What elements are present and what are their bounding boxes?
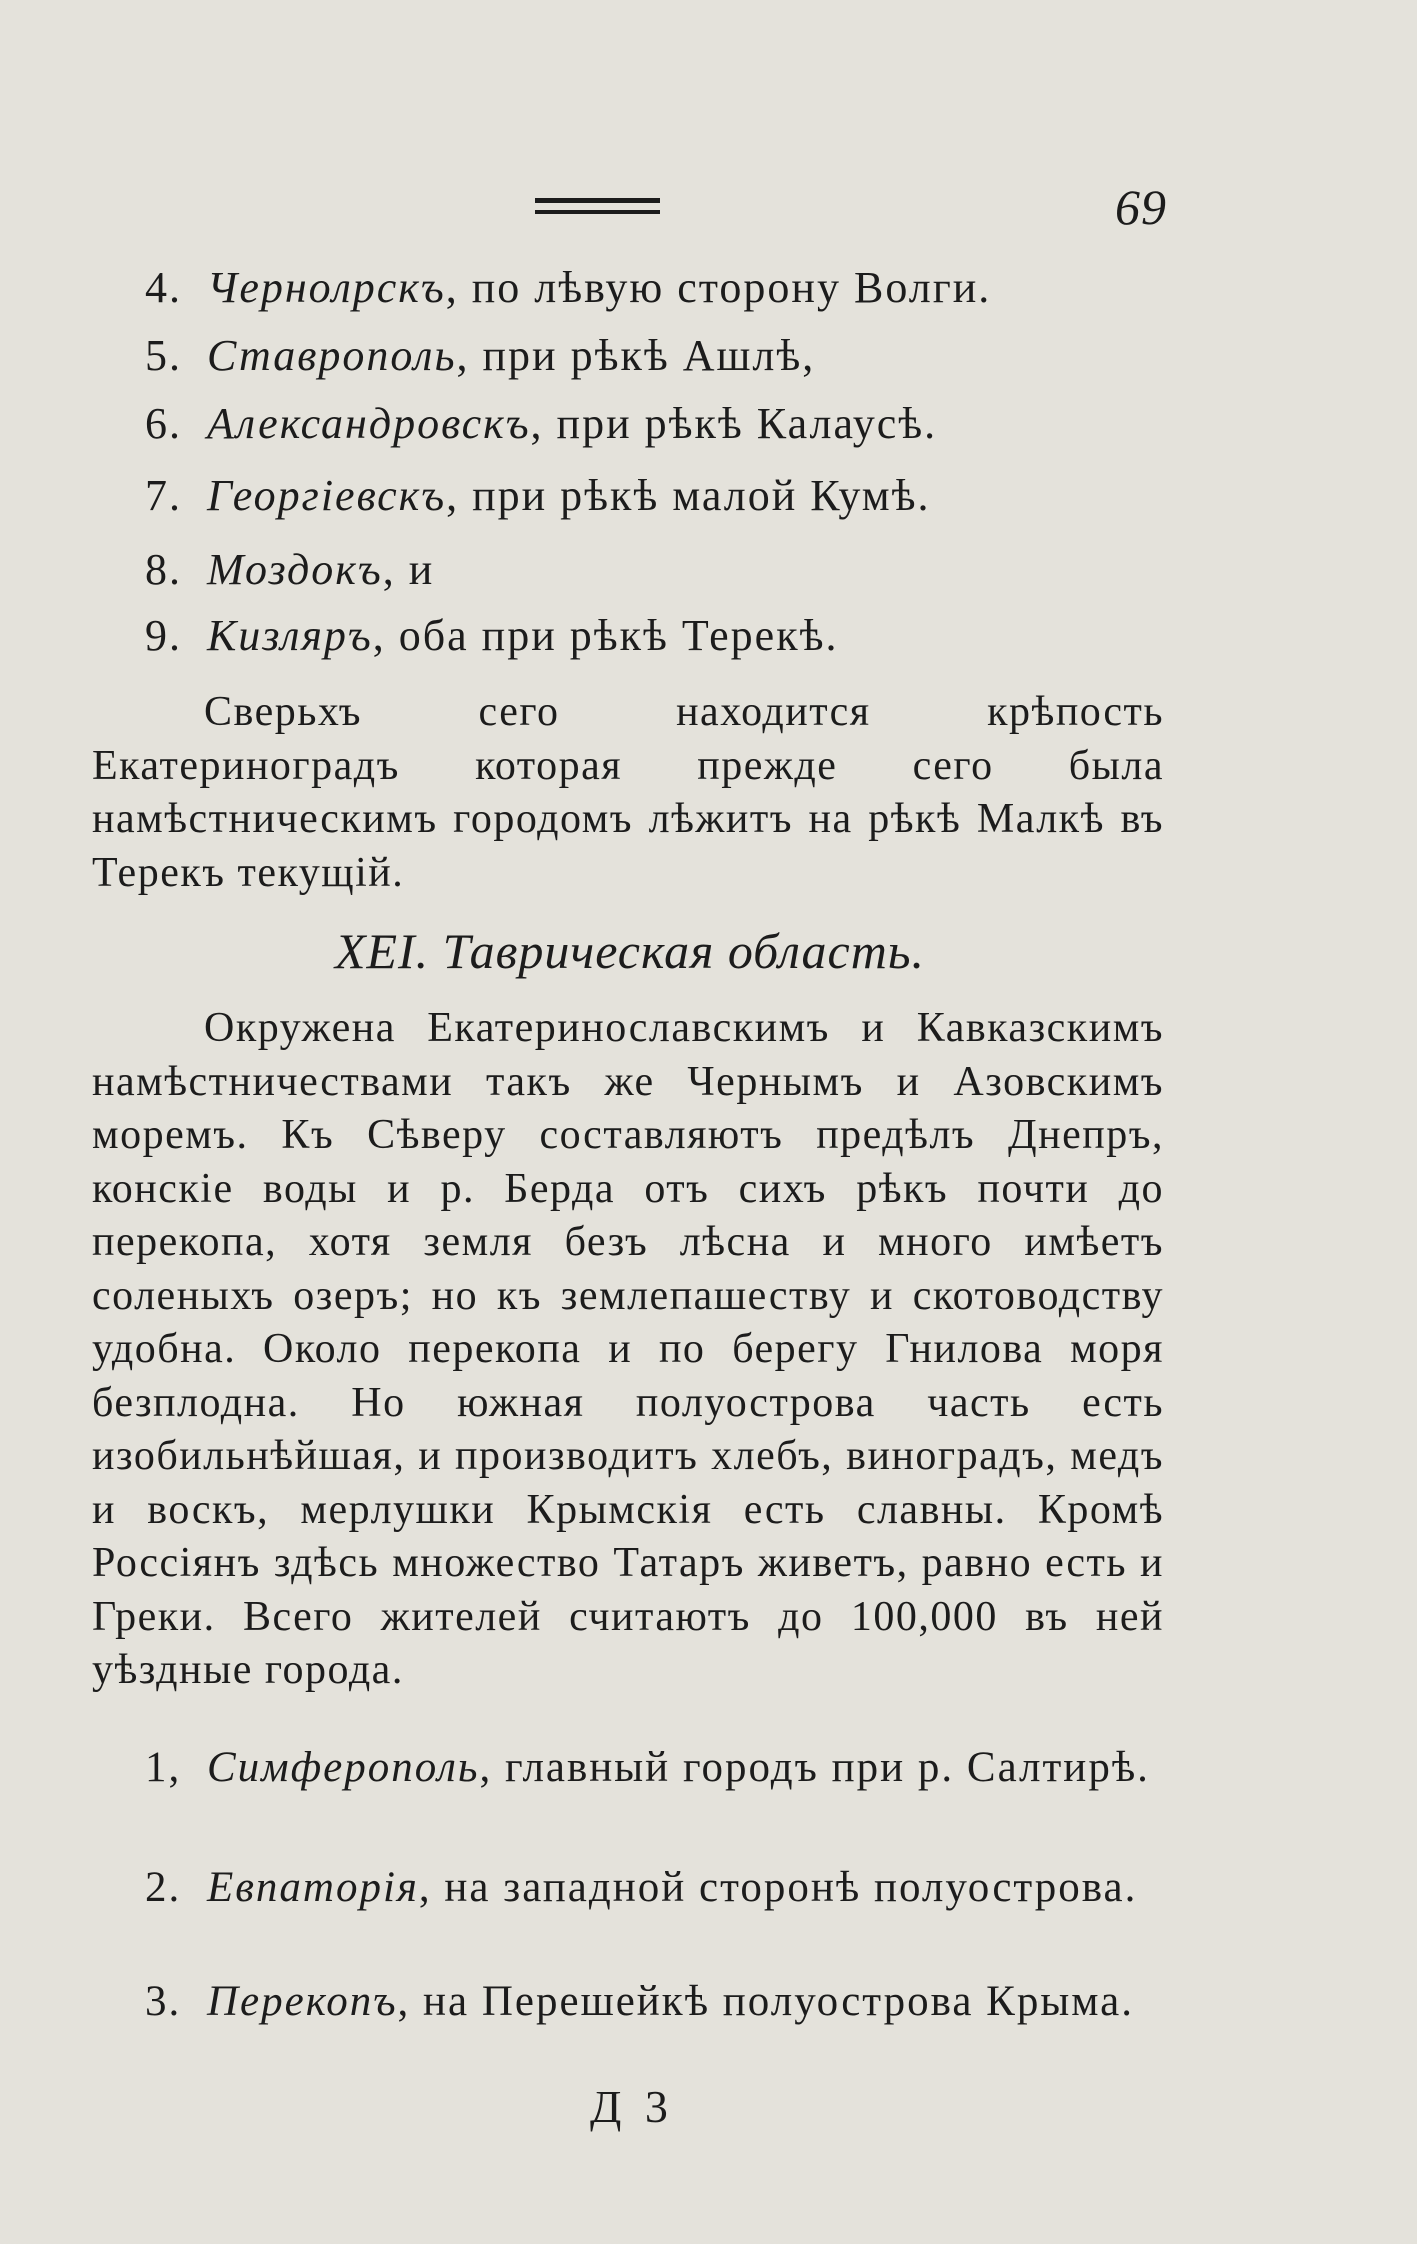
list-item-number: 3. [145,1978,182,2025]
city-name: Александровскъ [207,399,531,448]
header-rule-top [535,198,660,203]
list-item [145,544,434,596]
list-item-text: , при рѣкѣ Ашлѣ, [456,331,816,380]
city-name: Евпаторія [207,1864,419,1911]
list-item [145,610,838,662]
city-name: Кизляръ [207,611,373,660]
list-item-text: , оба при рѣкѣ Терекѣ. [372,611,839,660]
list-item-text: , по лѣвую сторону Волги. [445,263,992,312]
list-item-number: 9. [145,611,182,660]
list-item [145,470,930,522]
list-item-number: 2. [145,1864,182,1911]
city-name: Георгіевскъ [207,471,447,520]
section-title: XEI. Таврическая область. [334,923,926,979]
header-rule-bottom [535,210,660,214]
list-item-text: , при рѣкѣ малой Кумѣ. [446,471,931,520]
list-item-text: , на западной сторонѣ полуострова. [418,1864,1138,1911]
page-number: 69 [1115,179,1167,235]
signature-mark: Д 3 [590,2081,674,2132]
list-item-number: 5. [145,331,182,380]
list-item [92,1860,1164,1916]
list-item-number: 1, [145,1744,182,1791]
paragraph-text: Сверьхъ сего находится крѣпость Екатериноградъ которая прежде сего была намѣстническимъ городомъ лѣжитъ на рѣкѣ Малкѣ въ Терекъ текущій. [92,689,1164,896]
list-item-text: , и [382,545,435,594]
list-item [145,262,991,314]
list-item-text: , при рѣкѣ Калаусѣ. [530,399,938,448]
city-name: Чернолрскъ [207,263,446,312]
list-item [92,1740,1164,1796]
list-item-text: , главный городъ при р. Салтирѣ. [479,1744,1150,1791]
list-item-number: 7. [145,471,182,520]
city-name: Перекопъ [207,1978,398,2025]
list-item-text: , на Перешейкѣ полуострова Крыма. [397,1978,1134,2025]
list-item [92,1974,1164,2030]
list-item [145,398,937,450]
city-name: Ставрополь [207,331,457,380]
list-item-number: 8. [145,545,182,594]
city-name: Симферополь [207,1744,480,1791]
list-item-number: 4. [145,263,182,312]
list-item [145,330,815,382]
paragraph-fortress [92,686,1164,900]
paragraph-tauric-region [92,1002,1164,1698]
list-item-number: 6. [145,399,182,448]
city-name: Моздокъ [207,545,383,594]
paragraph-text: Окружена Екатеринославскимъ и Кавказскимъ намѣстничествами такъ же Чернымъ и Азовскимъ моремъ. Къ Сѣверу составляютъ предѣлъ Днепръ, конскіе воды и р. Берда отъ сихъ рѣкъ почти до перекопа, хотя земля безъ лѣсна и много имѣетъ соленыхъ озеръ; но къ землепашеству и скотоводству удобна. Около перекопа и по берегу Гнилова моря безплодна. Но южная полуострова часть есть изобильнѣйшая, и производитъ хлебъ, виноградъ, медъ и воскъ, мерлушки Крымскія есть славны. Кромѣ Россіянъ здѣсь множество Татаръ живетъ, равно есть и Греки. Всего жителей считаютъ до 100,000 въ ней уѣздные города. [92,1005,1164,1693]
